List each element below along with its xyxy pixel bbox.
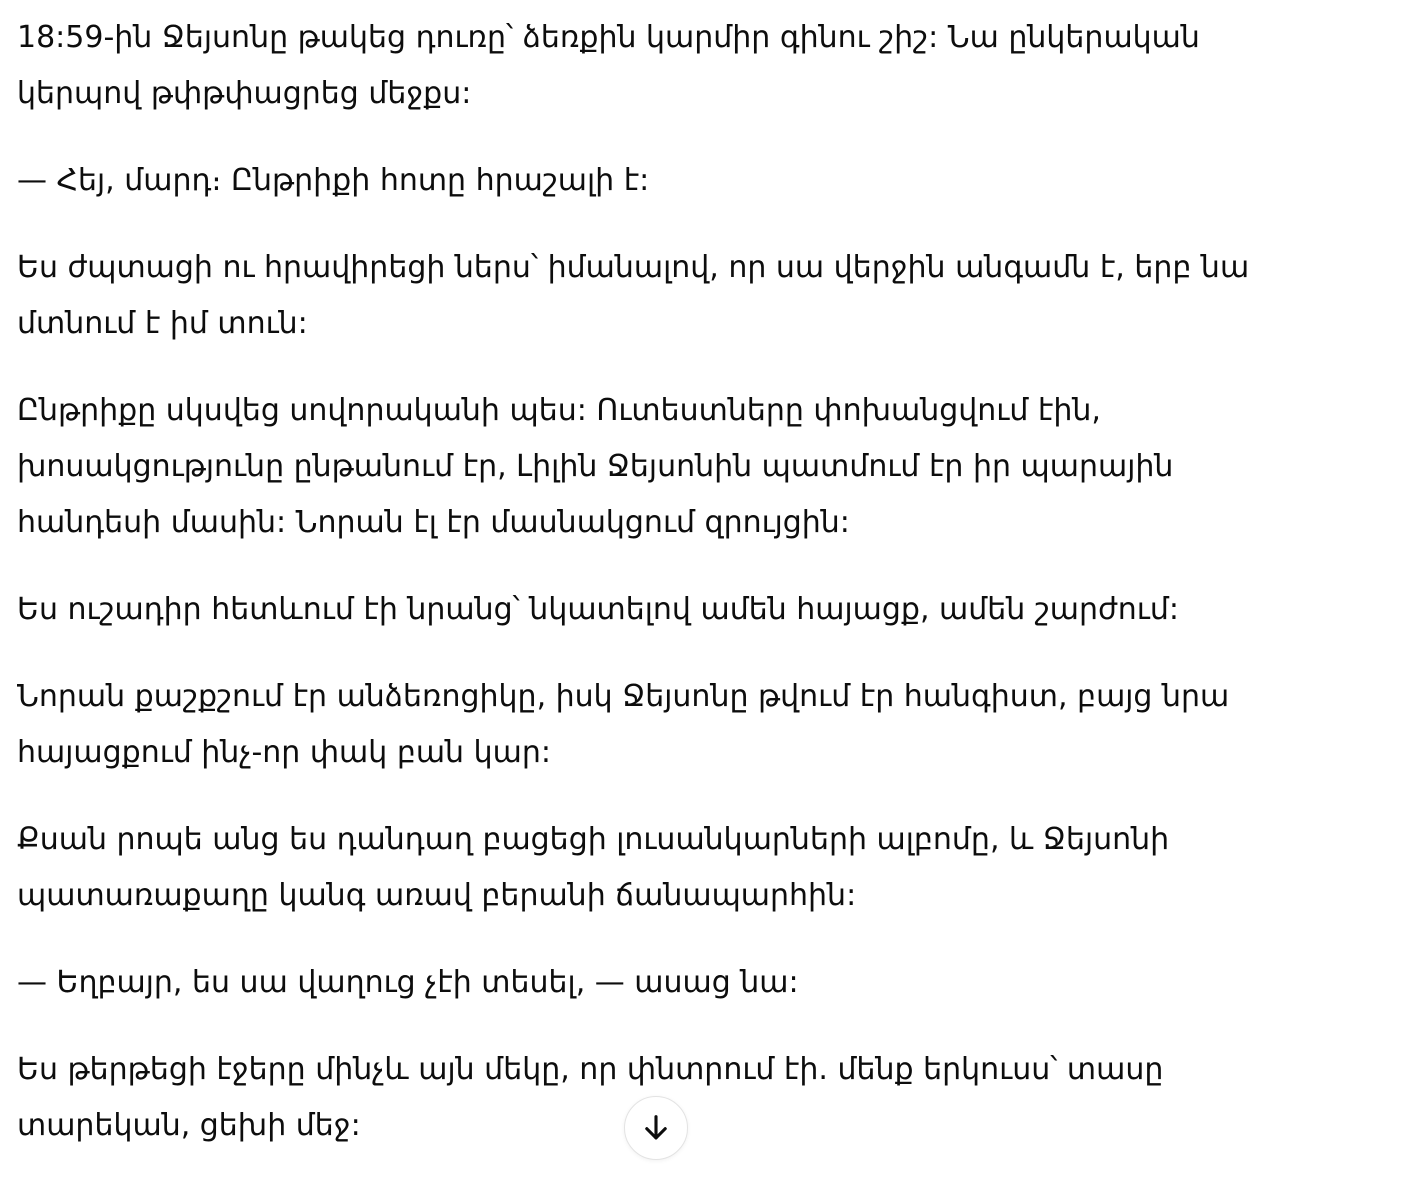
arrow-down-icon (639, 1111, 673, 1145)
message-content (17, 10, 1307, 1185)
story-paragraph: Ես ժպտացի ու հրավիրեցի ներս՝ իմանալով, որ սա վերջին անգամն է, երբ նա մտնում է իմ տուն: (17, 250, 1250, 341)
story-paragraph: Նորան քաշքշում էր անձեռոցիկը, իսկ Ջեյսոնը թվում էր հանգիստ, բայց նրա հայացքում ինչ-որ փակ բան կար: (17, 679, 1230, 770)
story-paragraph: — Եղբայր, ես սա վաղուց չէի տեսել, — ասաց նա: (17, 965, 799, 1000)
story-paragraph: Ես թերթեցի էջերը մինչև այն մեկը, որ փնտրում էի. մենք երկուսս՝ տասը տարեկան, ցեխի մեջ: (17, 1052, 1164, 1143)
story-paragraph: 18:59-ին Ջեյսոնը թակեց դուռը՝ ձեռքին կարմիր գինու շիշ: Նա ընկերական կերպով թփթփացրեց մեջքս: (17, 20, 1200, 111)
story-paragraph: Ես ուշադիր հետևում էի նրանց՝ նկատելով ամեն հայացք, ամեն շարժում: (17, 592, 1179, 627)
story-paragraph: Քսան րոպե անց ես դանդաղ բացեցի լուսանկարների ալբոմը, և Ջեյսոնի պատառաքաղը կանգ առավ բերանի ճանապարհին: (17, 822, 1170, 913)
story-paragraph: Ընթրիքը սկսվեց սովորականի պես: Ուտեստները փոխանցվում էին, խոսակցությունը ընթանում էր, Լիլին Ջեյսոնին պատմում էր իր պարային հանդեսի մասին: Նորան էլ էր մասնակցում զրույցին: (17, 393, 1174, 540)
scroll-to-bottom-button[interactable] (624, 1096, 688, 1160)
story-paragraph: — Հեյ, մարդ։ Ընթրիքի հոտը հրաշալի է: (17, 163, 650, 198)
